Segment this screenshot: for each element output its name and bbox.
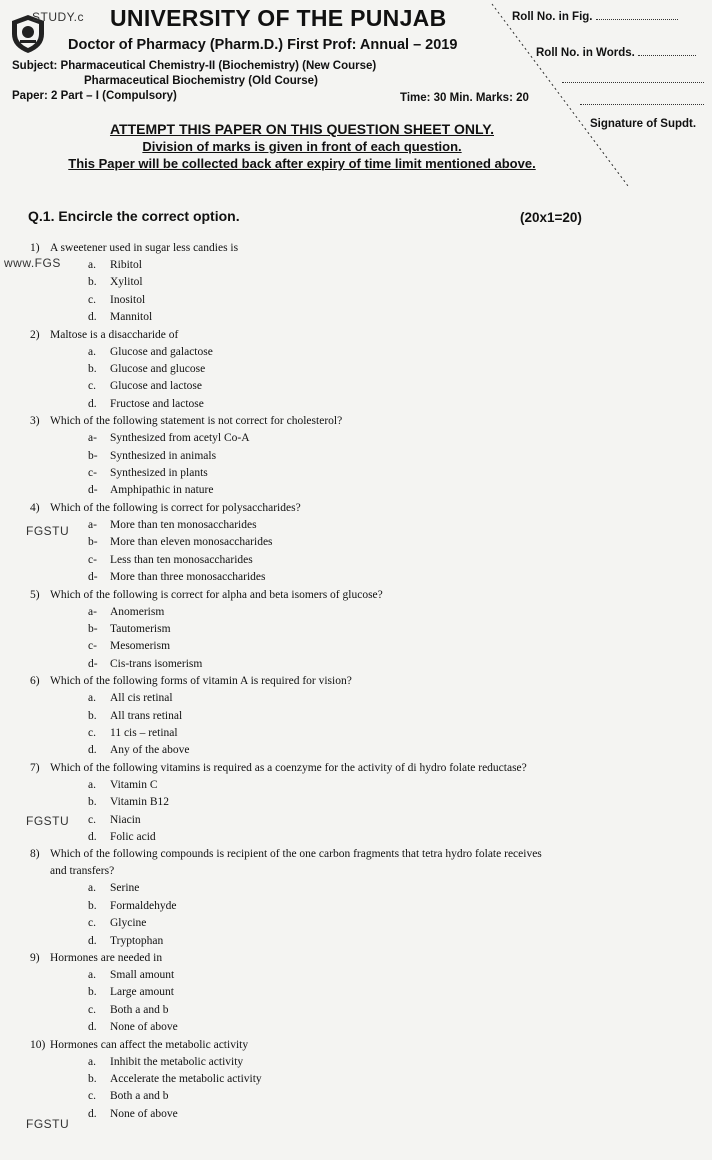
answer-option[interactable] <box>88 569 712 586</box>
paper-part: Paper: 2 Part – I (Compulsory) <box>12 90 177 102</box>
question-text <box>30 673 560 690</box>
option-text: Ribitol <box>110 259 142 271</box>
option-letter: c. <box>88 813 96 826</box>
option-text: All trans retinal <box>110 709 183 722</box>
option-text: More than ten monosaccharides <box>110 518 257 531</box>
answer-option[interactable] <box>88 708 712 725</box>
option-letter: d. <box>88 830 97 843</box>
option-text: Cis-trans isomerism <box>110 657 203 670</box>
watermark-side: FGSTU <box>26 814 70 828</box>
question-text <box>30 413 560 430</box>
question-number: 7) <box>30 761 40 774</box>
answer-option[interactable] <box>88 967 712 984</box>
option-text: Vitamin C <box>110 778 158 791</box>
option-text: Serine <box>110 882 140 895</box>
answer-option[interactable] <box>88 1054 712 1071</box>
option-letter: a. <box>88 345 96 358</box>
option-text: Synthesized in plants <box>110 467 208 480</box>
subject-line-old: Pharmaceutical Biochemistry (Old Course) <box>84 75 318 87</box>
subject-line: Subject: Pharmaceutical Chemistry-II (Biochemistry) (New Course) <box>12 60 377 72</box>
answer-option[interactable] <box>88 829 712 846</box>
option-letter: d- <box>88 571 98 584</box>
answer-option[interactable] <box>88 1019 712 1036</box>
answer-option[interactable] <box>88 361 712 378</box>
signature-label: Signature of Supdt. <box>590 118 697 130</box>
option-text: Niacin <box>110 813 141 826</box>
course-title: Doctor of Pharmacy (Pharm.D.) First Prof: Annual – 2019 <box>68 37 458 53</box>
question-number: 5) <box>30 588 40 601</box>
question-stem: Which of the following forms of vitamin A is required for vision? <box>50 675 352 688</box>
answer-option[interactable] <box>88 534 712 551</box>
option-letter: a. <box>88 259 96 271</box>
watermark-side: FGSTU <box>26 524 70 538</box>
option-letter: a. <box>88 692 96 705</box>
instruction-main: ATTEMPT THIS PAPER ON THIS QUESTION SHEET ONLY. <box>109 121 494 137</box>
option-text: Formaldehyde <box>110 899 177 912</box>
option-letter: b. <box>88 899 97 912</box>
answer-option[interactable] <box>88 777 712 794</box>
instruction-collection: This Paper will be collected back after expiry of time limit mentioned above. <box>68 156 536 171</box>
option-letter: a- <box>88 605 97 618</box>
option-letter: d. <box>88 1021 97 1034</box>
option-text: Less than ten monosaccharides <box>110 553 253 566</box>
question-text <box>30 587 560 604</box>
question-stem: Which of the following is correct for alpha and beta isomers of glucose? <box>50 588 383 601</box>
option-letter: b. <box>88 796 97 809</box>
option-letter: d. <box>88 311 97 324</box>
option-letter: a. <box>88 1055 96 1068</box>
option-text: Fructose and lactose <box>110 397 204 410</box>
answer-option[interactable] <box>88 1002 712 1019</box>
question-text <box>30 846 560 880</box>
question-stem: Hormones can affect the metabolic activity <box>50 1038 249 1051</box>
answer-option[interactable] <box>88 638 712 655</box>
answer-option[interactable] <box>88 257 712 274</box>
answer-option[interactable] <box>88 1106 712 1123</box>
option-letter: d- <box>88 484 98 497</box>
question-number: 1) <box>30 242 40 254</box>
question-number: 4) <box>30 501 40 514</box>
question-text <box>30 950 560 967</box>
answer-option[interactable] <box>88 1071 712 1088</box>
instruction-marks: Division of marks is given in front of each question. <box>142 139 462 154</box>
answer-option[interactable] <box>88 448 712 465</box>
option-letter: b. <box>88 709 97 722</box>
question-text <box>30 240 560 257</box>
question-text <box>30 1037 560 1054</box>
option-letter: a- <box>88 432 97 445</box>
option-letter: d. <box>88 1107 97 1120</box>
option-text: Vitamin B12 <box>110 796 170 809</box>
answer-option[interactable] <box>88 378 712 395</box>
option-text: Synthesized in animals <box>110 449 217 462</box>
answer-option[interactable] <box>88 274 712 291</box>
option-letter: d- <box>88 657 98 670</box>
option-text: Any of the above <box>110 744 190 757</box>
roll-no-fig-label: Roll No. in Fig. <box>512 11 678 23</box>
university-title: UNIVERSITY OF THE PUNJAB <box>110 5 447 31</box>
answer-option[interactable] <box>88 430 712 447</box>
answer-option[interactable] <box>88 880 712 897</box>
question-list <box>0 240 712 1123</box>
option-text: Small amount <box>110 969 175 981</box>
answer-option[interactable] <box>88 933 712 950</box>
watermark-top: STUDY.c <box>32 10 84 24</box>
option-text: Glycine <box>110 917 147 930</box>
option-text: All cis retinal <box>110 692 173 705</box>
option-letter: b- <box>88 449 98 462</box>
option-text: More than three monosaccharides <box>110 571 266 584</box>
option-text: Inositol <box>110 293 146 306</box>
question-heading: Q.1. Encircle the correct option. <box>28 208 240 224</box>
roll-no-words-label: Roll No. in Words. <box>536 47 696 59</box>
answer-option[interactable] <box>88 482 712 499</box>
answer-option[interactable] <box>88 292 712 309</box>
option-letter: d. <box>88 397 97 410</box>
option-text: Inhibit the metabolic activity <box>110 1055 244 1068</box>
option-letter: d. <box>88 934 97 947</box>
answer-option[interactable] <box>88 898 712 915</box>
option-text: 11 cis – retinal <box>110 726 178 739</box>
option-letter: c- <box>88 467 97 480</box>
option-text: Glucose and glucose <box>110 363 206 376</box>
answer-option[interactable] <box>88 621 712 638</box>
option-text: Folic acid <box>110 830 156 843</box>
answer-option[interactable] <box>88 396 712 413</box>
watermark-side: www.FGS <box>4 256 61 270</box>
question-stem: Maltose is a disaccharide of <box>50 328 179 341</box>
answer-option[interactable] <box>88 812 712 829</box>
option-letter: b- <box>88 536 98 549</box>
answer-option[interactable] <box>88 742 712 759</box>
option-text: Glucose and lactose <box>110 380 202 393</box>
question-text <box>30 760 560 777</box>
option-text: Mannitol <box>110 311 153 324</box>
answer-option[interactable] <box>88 552 712 569</box>
answer-option[interactable] <box>88 517 712 534</box>
watermark-side: FGSTU <box>26 1117 70 1131</box>
answer-option[interactable] <box>88 309 712 326</box>
option-letter: b. <box>88 986 97 999</box>
question-stem: Which of the following statement is not correct for cholesterol? <box>50 415 343 428</box>
question-number: 9) <box>30 952 40 964</box>
option-text: None of above <box>110 1021 178 1034</box>
time-marks: Time: 30 Min. Marks: 20 <box>400 92 529 104</box>
answer-option[interactable] <box>88 344 712 361</box>
option-text: Both a and b <box>110 1090 169 1103</box>
question-text <box>30 500 560 517</box>
option-letter: c- <box>88 553 97 566</box>
question-stem: Which of the following compounds is recipient of the one carbon fragments that tetra hydro folate receives and transfers? <box>50 848 542 878</box>
option-text: Mesomerism <box>110 640 171 653</box>
question-number: 3) <box>30 415 40 428</box>
answer-option[interactable] <box>88 656 712 673</box>
roll-no-words-line <box>562 82 704 83</box>
answer-option[interactable] <box>88 915 712 932</box>
answer-option[interactable] <box>88 1088 712 1105</box>
option-letter: c. <box>88 380 96 393</box>
option-letter: c. <box>88 1003 96 1016</box>
question-stem: Which of the following is correct for polysaccharides? <box>50 501 301 514</box>
answer-option[interactable] <box>88 725 712 742</box>
option-letter: d. <box>88 744 97 757</box>
question-number: 6) <box>30 675 40 688</box>
option-letter: a- <box>88 518 97 531</box>
question-marks: (20x1=20) <box>520 210 582 225</box>
answer-option[interactable] <box>88 984 712 1001</box>
option-text: Both a and b <box>110 1003 169 1016</box>
option-letter: b- <box>88 622 98 635</box>
answer-option[interactable] <box>88 794 712 811</box>
option-text: Tautomerism <box>110 622 171 635</box>
option-letter: a. <box>88 882 96 895</box>
option-text: None of above <box>110 1107 178 1120</box>
question-text <box>30 327 560 344</box>
option-letter: b. <box>88 1073 97 1086</box>
option-text: Accelerate the metabolic activity <box>110 1073 262 1086</box>
signature-line <box>580 104 704 105</box>
option-letter: c. <box>88 293 96 306</box>
option-letter: c. <box>88 726 96 739</box>
option-text: Amphipathic in nature <box>110 484 214 497</box>
option-letter: a. <box>88 778 96 791</box>
option-letter: b. <box>88 363 97 376</box>
answer-option[interactable] <box>88 604 712 621</box>
option-letter: c. <box>88 917 96 930</box>
option-text: Anomerism <box>110 605 165 618</box>
question-stem: A sweetener used in sugar less candies is <box>50 242 239 254</box>
option-text: More than eleven monosaccharides <box>110 536 273 549</box>
question-number: 8) <box>30 848 40 861</box>
option-text: Synthesized from acetyl Co-A <box>110 432 250 445</box>
option-text: Tryptophan <box>110 934 164 947</box>
option-text: Xylitol <box>110 276 143 289</box>
question-number: 2) <box>30 328 40 341</box>
answer-option[interactable] <box>88 465 712 482</box>
option-letter: a. <box>88 969 96 981</box>
question-stem: Which of the following vitamins is required as a coenzyme for the activity of di hydro folate reductase? <box>50 761 527 774</box>
option-letter: c- <box>88 640 97 653</box>
option-letter: b. <box>88 276 97 289</box>
option-text: Glucose and galactose <box>110 345 213 358</box>
option-letter: c. <box>88 1090 96 1103</box>
option-text: Large amount <box>110 986 174 999</box>
question-stem: Hormones are needed in <box>50 952 163 964</box>
question-number: 10) <box>30 1038 46 1051</box>
answer-option[interactable] <box>88 690 712 707</box>
